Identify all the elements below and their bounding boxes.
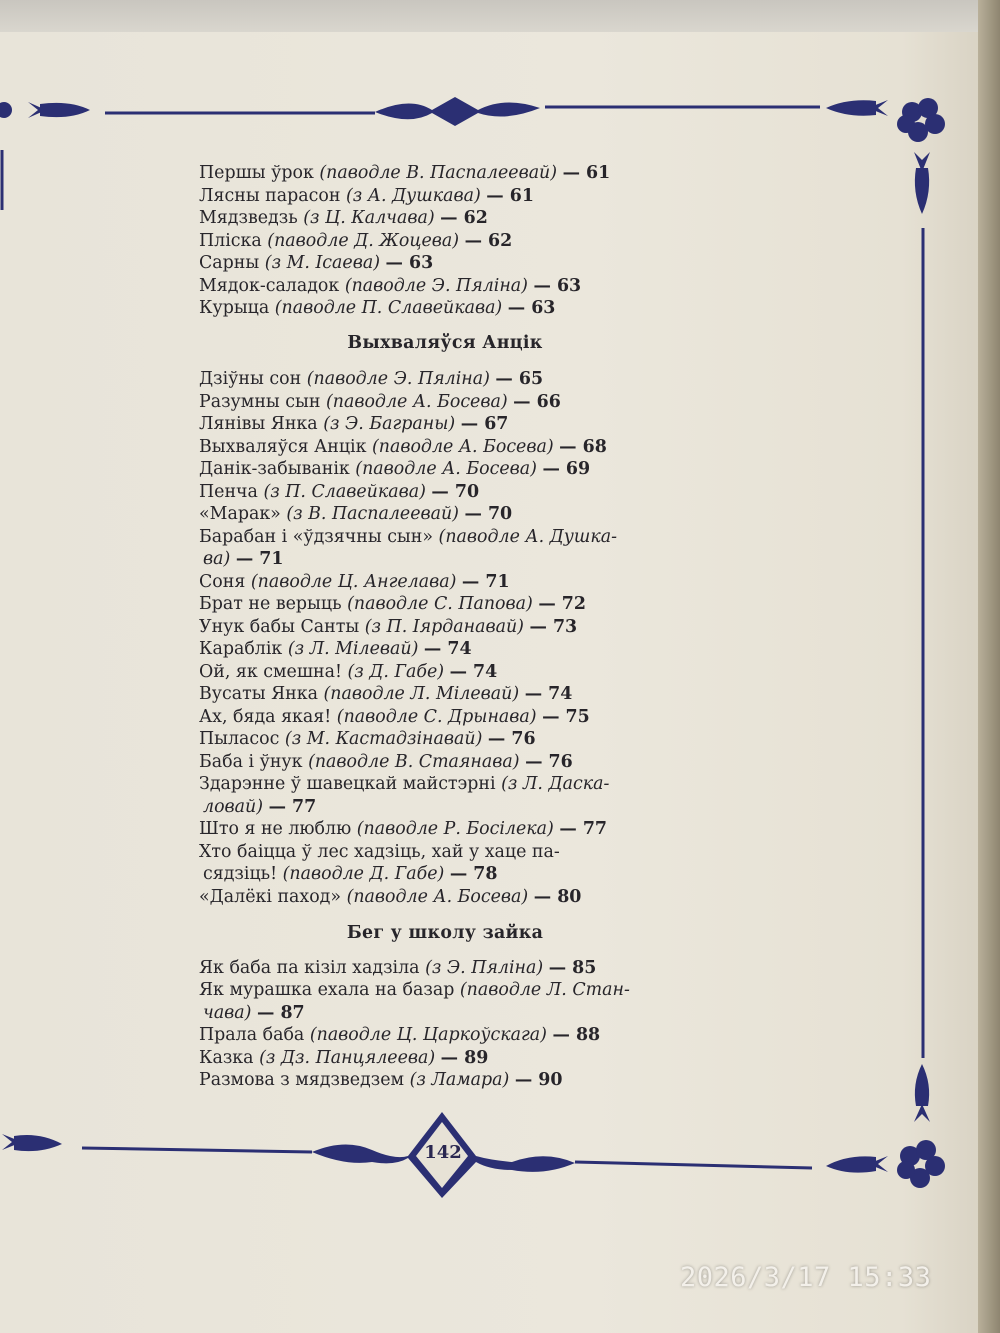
toc-entry: Пліска (паводле Д. Жоцева) — 62 bbox=[199, 230, 513, 251]
toc-entry: Мядок-саладок (паводле Э. Пяліна) — 63 bbox=[199, 275, 582, 296]
toc-entry: Баба і ўнук (паводле В. Стаянава) — 76 bbox=[199, 751, 573, 772]
toc-entry: Мядзведзь (з Ц. Калчава) — 62 bbox=[199, 208, 488, 228]
toc-entry: Што я не люблю (паводле Р. Босілека) — 77 bbox=[199, 819, 608, 839]
toc-entry: Соня (паводле Ц. Ангелава) — 71 bbox=[199, 571, 510, 592]
toc-entry: Як баба па кізіл хадзіла (з Э. Пяліна) — 85 bbox=[199, 957, 597, 978]
toc-entry: Караблік (з Л. Мілевай) — 74 bbox=[199, 639, 472, 659]
section-heading: Выхваляўся Анцік bbox=[347, 332, 543, 353]
toc-entry: Размова з мядзведзем (з Ламара) — 90 bbox=[199, 1070, 563, 1090]
toc-entry: Сарны (з М. Ісаева) — 63 bbox=[199, 253, 434, 273]
toc-entry: Як мурашка ехала на базар (паводле Л. Стан- чава) — 87 bbox=[199, 980, 630, 1023]
toc-entry: Брат не верыць (паводле С. Папова) — 72 bbox=[199, 594, 586, 614]
toc-entry: Ой, як смешна! (з Д. Габе) — 74 bbox=[199, 661, 498, 682]
toc-group-2 bbox=[195, 368, 695, 908]
toc-group-3 bbox=[195, 957, 695, 1092]
toc-entry: Выхваляўся Анцік (паводле А. Босева) — 68 bbox=[199, 436, 607, 457]
toc-entry: «Марак» (з В. Паспалеевай) — 70 bbox=[199, 504, 513, 524]
toc-entry: Лянівы Янка (з Э. Баграны) — 67 bbox=[199, 414, 509, 434]
toc-group-1 bbox=[195, 162, 695, 320]
toc-entry: Лясны парасон (з А. Душкава) — 61 bbox=[199, 185, 534, 206]
toc-entry: «Далёкі паход» (паводле А. Босева) — 80 bbox=[199, 886, 582, 907]
page-number: 142 bbox=[424, 1142, 462, 1163]
toc-entry: Прала баба (паводле Ц. Царкоўскага) — 88 bbox=[199, 1025, 601, 1045]
toc-entry: Пенча (з П. Славейкава) — 70 bbox=[199, 481, 480, 502]
toc-entry: Пыласос (з М. Кастадзінавай) — 76 bbox=[199, 729, 536, 749]
toc-entry: Вусаты Янка (паводле Л. Мілевай) — 74 bbox=[199, 684, 573, 704]
toc-entry: Дзіўны сон (паводле Э. Пяліна) — 65 bbox=[199, 369, 544, 389]
toc-entry: Казка (з Дз. Панцялеева) — 89 bbox=[199, 1047, 489, 1068]
toc-entry: Хто баіцца ў лес хадзіць, хай у хаце па- сядзіць! (паводле Д. Габе) — 78 bbox=[199, 841, 560, 884]
toc-entry: Здарэнне ў шавецкай майстэрні (з Л. Даска- ловай) — 77 bbox=[199, 774, 610, 817]
toc-entry: Барабан і «ўдзячны сын» (паводле А. Душка- ва) — 71 bbox=[199, 526, 617, 569]
toc-entry: Першы ўрок (паводле В. Паспалеевай) — 61 bbox=[199, 163, 611, 183]
section-heading: Бег у школу зайка bbox=[346, 923, 544, 943]
table-of-contents bbox=[195, 162, 695, 1092]
toc-entry: Разумны сын (паводле А. Босева) — 66 bbox=[199, 391, 561, 412]
photo-timestamp: 2026/3/17 15:33 bbox=[680, 1262, 932, 1293]
toc-entry: Данік-забыванік (паводле А. Босева) — 69 bbox=[199, 459, 591, 479]
toc-entry: Унук бабы Санты (з П. Іярданавай) — 73 bbox=[199, 616, 578, 637]
toc-entry: Курыца (паводле П. Славейкава) — 63 bbox=[199, 298, 556, 318]
toc-entry: Ах, бяда якая! (паводле С. Дрынава) — 75 bbox=[199, 706, 590, 727]
